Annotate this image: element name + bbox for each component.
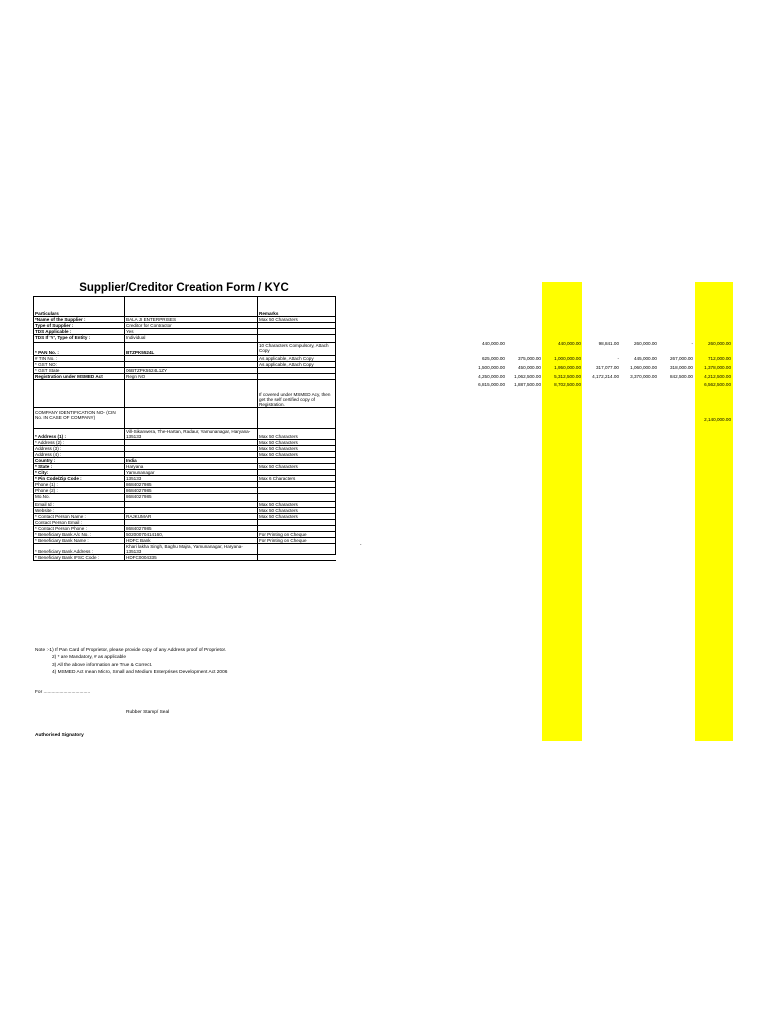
side-number-cell: 625,000.00 (482, 356, 505, 361)
row-label: Address (3) : (34, 446, 125, 452)
row-label: * Beneficiary Bank Address : (34, 544, 125, 555)
row-label: Phone (2) : (34, 488, 125, 494)
row-label: Email Id : (34, 502, 125, 508)
table-row (34, 555, 336, 561)
note-line: 4) MSMED Act mean Micro, Small and Medium Enterprises Development Act 2006 (52, 670, 228, 676)
row-remark (258, 555, 336, 561)
row-label: * City: (34, 470, 125, 476)
side-number-cell: 1,000,000.00 (554, 356, 581, 361)
row-remark: Max 50 Characters (258, 508, 336, 514)
row-remark (258, 408, 336, 429)
notes (35, 647, 227, 677)
side-number-cell: 4,212,500.00 (704, 374, 731, 379)
side-number-cell: 1,378,000.00 (704, 365, 731, 370)
row-remark: Max 50 Characters (258, 464, 336, 470)
row-label: *Name of the Supplier : (34, 317, 125, 323)
row-remark: 10 Characters Compulsory, Attach Copy (258, 343, 336, 356)
side-number-cell: 375,000.00 (518, 356, 541, 361)
side-number-cell: 445,000.00 (634, 356, 657, 361)
side-number-cell: - (691, 341, 693, 346)
table-row (34, 494, 336, 502)
row-value[interactable]: Creditor for Contractor (125, 323, 258, 329)
side-number-cell: 260,000.00 (634, 341, 657, 346)
row-label: Registration under MSMED Act (34, 374, 125, 380)
side-number-cell: 1,060,000.00 (630, 365, 657, 370)
note-line: 3) All the above information are True & Correct. (52, 662, 153, 668)
side-number-cell: 260,000.00 (708, 341, 731, 346)
side-number-cell: 6,815,000.00 (478, 382, 505, 387)
row-remark: For Printing on Cheque (258, 532, 336, 538)
row-label: * Address (2) : (34, 440, 125, 446)
row-value[interactable]: BALA JI ENTERPRISES (125, 317, 258, 323)
side-number-cell: 6,562,500.00 (704, 382, 731, 387)
row-label: Country : (34, 458, 125, 464)
note-line: 2) * are Mandatory, # as applicable (52, 655, 127, 661)
table-row (34, 408, 336, 429)
row-label (34, 380, 125, 408)
side-number-cell: 267,000.00 (670, 356, 693, 361)
row-value[interactable]: 8684027985 (125, 488, 258, 494)
side-number-cell: 440,000.00 (558, 341, 581, 346)
authorised-signatory: Authorised Signatory (35, 733, 84, 738)
row-value[interactable]: Vill-Sikanwera, The-Hartan, Radaur, Yamunanagar, Haryana-135133 (125, 429, 258, 440)
row-remark: Max 50 Characters (258, 440, 336, 446)
table-row (34, 380, 336, 408)
highlight-column-1 (542, 282, 582, 741)
stray-mark: . (360, 541, 362, 547)
row-label: * Beneficiary Bank Name : (34, 538, 125, 544)
header-particulars: Particulars (34, 297, 125, 317)
row-remark (258, 335, 336, 343)
row-value[interactable]: Yes (125, 329, 258, 335)
row-value[interactable]: 8684027985 (125, 494, 258, 502)
form-title: Supplier/Creditor Creation Form / KYC (79, 282, 289, 294)
row-value[interactable]: BTZPK5524L (125, 343, 258, 356)
for-line: For ................................... (35, 690, 91, 695)
row-remark: As applicable, Attach Copy (258, 356, 336, 362)
side-number-cell: 318,000.00 (670, 365, 693, 370)
row-label: Mo.No. (34, 494, 125, 502)
rubber-stamp-label: Rubber Stamp/ Seal (126, 710, 170, 715)
row-value[interactable] (125, 380, 258, 408)
table-row (34, 335, 336, 343)
row-remark (258, 544, 336, 555)
row-value[interactable] (125, 408, 258, 429)
row-label: Contact Person Email : (34, 520, 125, 526)
row-label: TDS If 'Y', Type of Entity : (34, 335, 125, 343)
row-value[interactable]: 06BTZPK5524L1ZY (125, 368, 258, 374)
row-remark: Max 50 Characters (258, 317, 336, 323)
header-blank (125, 297, 258, 317)
row-label: * GST NO: (34, 362, 125, 368)
row-remark: Max 6 Characters (258, 476, 336, 482)
highlight-column-2 (695, 282, 733, 741)
side-number-cell: - (617, 356, 619, 361)
row-label: * Address (1) : (34, 429, 125, 440)
row-value[interactable]: 135133 (125, 476, 258, 482)
side-number-cell: 1,950,000.00 (554, 365, 581, 370)
row-label: * Contact Person Name : (34, 514, 125, 520)
row-value[interactable]: Regn NO (125, 374, 258, 380)
row-value[interactable]: HDFC Bank (125, 538, 258, 544)
row-remark: As applicable, Attach Copy (258, 362, 336, 368)
side-number-cell: 5,312,500.00 (554, 374, 581, 379)
kyc-table (33, 296, 336, 561)
row-label: * Pin Code/Zip Code : (34, 476, 125, 482)
row-label: # TIN No. : (34, 356, 125, 362)
row-label: Type of Supplier : (34, 323, 125, 329)
row-value[interactable]: HDFC0004335 (125, 555, 258, 561)
table-row (34, 544, 336, 555)
row-value[interactable]: Haryana (125, 464, 258, 470)
header-remarks: Remarks (258, 297, 336, 317)
row-value[interactable]: Individual (125, 335, 258, 343)
side-number-cell: 440,000.00 (482, 341, 505, 346)
row-value[interactable]: 8684027985 (125, 482, 258, 488)
side-number-cell: 8,702,500.00 (554, 382, 581, 387)
row-label: * Contact Person Phone : (34, 526, 125, 532)
side-number-cell: 712,000.00 (708, 356, 731, 361)
row-label: * Beneficiary Bank A/c No. : (34, 532, 125, 538)
row-label: * GST State (34, 368, 125, 374)
side-number-cell: 450,000.00 (518, 365, 541, 370)
row-remark: For Printing on Cheque (258, 538, 336, 544)
note-line: Note :-1) If Pan Card of Proprietor, please provide copy of any Address proof of Proprietor. (35, 648, 227, 653)
row-remark: If covered under MSMED Acy, then get the self certified copy of Registration. (258, 380, 336, 408)
row-label: Phone (1) : (34, 482, 125, 488)
row-label: Address (4) : (34, 452, 125, 458)
row-remark: Max 50 Characters (258, 429, 336, 440)
table-row (34, 343, 336, 356)
row-label: Website : (34, 508, 125, 514)
side-number-cell: 1,887,500.00 (514, 382, 541, 387)
row-value[interactable]: 8684027985 (125, 526, 258, 532)
side-number-cell: 4,172,214.00 (592, 374, 619, 379)
side-number-cell: 317,077.00 (596, 365, 619, 370)
row-value[interactable]: RAJKUMAR (125, 514, 258, 520)
row-label: * Beneficiary Bank IFSC Code : (34, 555, 125, 561)
row-value[interactable]: Yamunanagar (125, 470, 258, 476)
row-remark: Max 50 Characters (258, 502, 336, 508)
side-number-cell: 1,062,500.00 (514, 374, 541, 379)
row-value[interactable]: 50200070414160, (125, 532, 258, 538)
row-remark (258, 494, 336, 502)
row-value[interactable]: India (125, 458, 258, 464)
side-number-cell: 842,500.00 (670, 374, 693, 379)
row-label: COMPANY IDENTIFICATION NO- (CIN No. IN CASE OF COMPANY) (34, 408, 125, 429)
table-row (34, 429, 336, 440)
side-number-cell: 98,841.00 (598, 341, 619, 346)
side-number-cell: 1,500,000.00 (478, 365, 505, 370)
row-remark: Max 50 Characters (258, 446, 336, 452)
row-label: TDS Applicable : (34, 329, 125, 335)
header-row (34, 297, 336, 317)
row-value[interactable]: Khari lakha Singh, Baghu Majra, Yamunanagar, Haryana-135133 (125, 544, 258, 555)
side-number-cell: 2,140,000.00 (704, 417, 731, 422)
side-number-cell: 4,250,000.00 (478, 374, 505, 379)
row-label: * State : (34, 464, 125, 470)
side-number-cell: 3,370,000.00 (630, 374, 657, 379)
row-remark: Max 50 Characters (258, 452, 336, 458)
row-remark: Max 50 Characters (258, 514, 336, 520)
row-label: * PAN No. : (34, 343, 125, 356)
